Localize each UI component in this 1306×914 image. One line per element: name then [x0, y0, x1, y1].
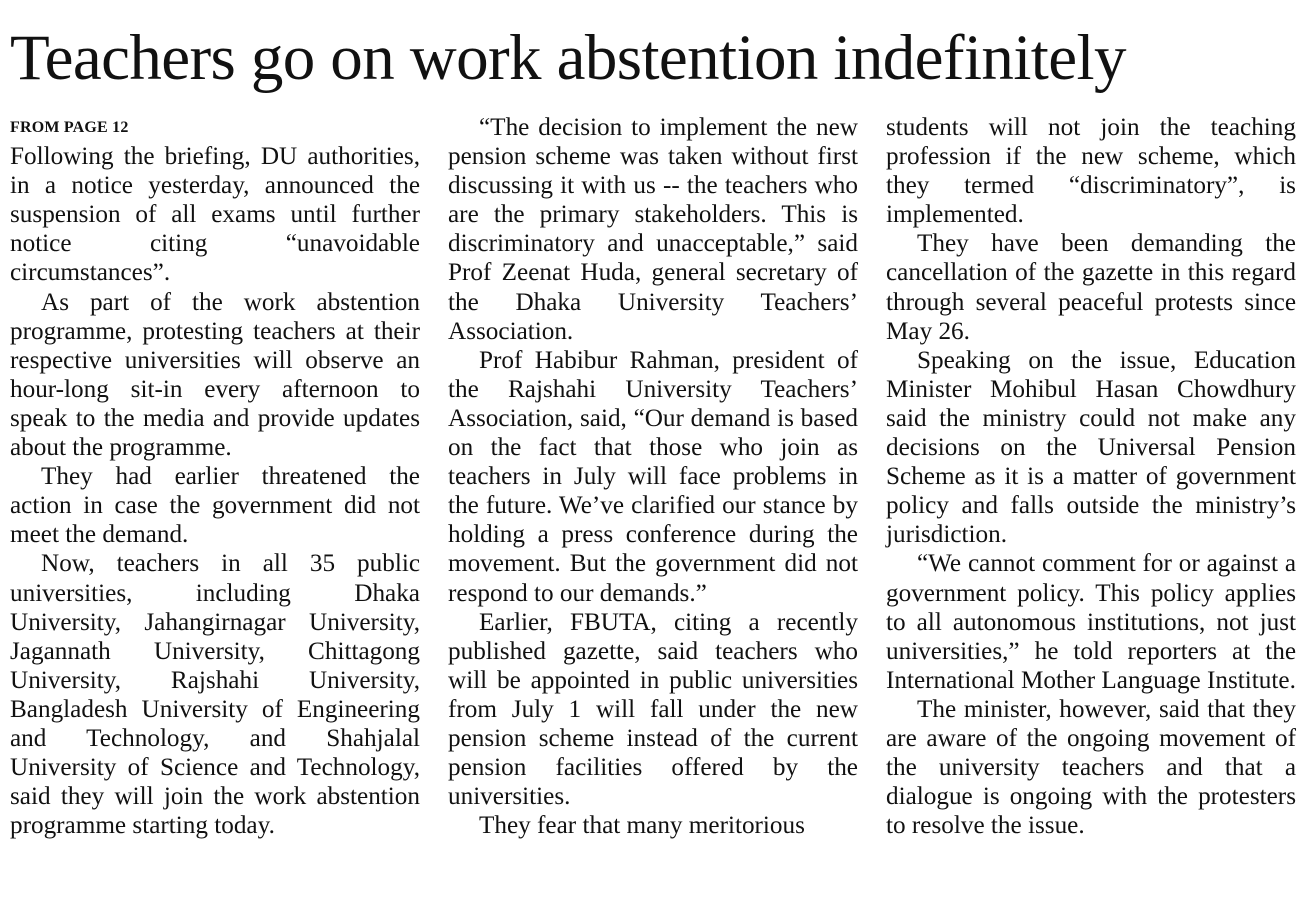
paragraph: The minister, however, said that they are aware of the ongoing movement of the university teachers and that a dialogue is ongoing with the protesters to resolve the issue. — [886, 695, 1296, 840]
paragraph: Following the briefing, DU authorities, in a notice yesterday, announced the suspension of all exams until further notice citing “unavoidable circumstances”. — [10, 143, 420, 287]
article-column-2 — [448, 113, 858, 840]
paragraph: “The decision to implement the new pension scheme was taken without first discussing it with us -- the teachers who are the primary stakeholders. This is discriminatory and unacceptable,” said Prof Zeenat Huda, general secretary of the Dhaka University Teachers’ Association. — [448, 114, 858, 345]
paragraph: Prof Habibur Rahman, president of the Rajshahi University Teachers’ Association, said, “Our demand is based on the fact that those who join as teachers in July will face problems in the future. We’ve clarified our stance by holding a press conference during the movement. But the government did not respond to our demands.” — [448, 346, 858, 607]
paragraph: Earlier, FBUTA, citing a recently published gazette, said teachers who will be appointed in public universities from July 1 will fall under the new pension scheme instead of the current pension facilities offered by the universities. — [448, 608, 858, 811]
paragraph: Now, teachers in all 35 public universities, including Dhaka University, Jahangirnagar University, Jagannath University, Chittagong University, Rajshahi University, Bangladesh University of Engineering and Technology, and Shahjalal University of Science and Technology, said they will join the work abstention programme starting today. — [10, 550, 420, 840]
headline: Teachers go on work abstention indefinitely — [10, 22, 1126, 94]
paragraph: As part of the work abstention programme, protesting teachers at their respective universities will observe an hour-long sit-in every afternoon to speak to the media and provide updates about the programme. — [10, 288, 420, 462]
paragraph: students will not join the teaching profession if the new scheme, which they termed “discriminatory”, is implemented. — [886, 114, 1296, 229]
paragraph: They fear that many meritorious — [479, 812, 805, 840]
article-column-3 — [886, 113, 1296, 840]
article-column-1 — [10, 113, 420, 840]
paragraph: They have been demanding the cancellation of the gazette in this regard through several peaceful protests since May 26. — [886, 230, 1296, 345]
paragraph: Speaking on the issue, Education Minister Mohibul Hasan Chowdhury said the ministry could not make any decisions on the Universal Pension Scheme as it is a matter of government policy and falls outside the ministry’s jurisdiction. — [886, 346, 1296, 549]
paragraph: “We cannot comment for or against a government policy. This policy applies to all autonomous institutions, not just universities,” he told reporters at the International Mother Language Institute. — [886, 550, 1296, 694]
paragraph: They had earlier threatened the action in case the government did not meet the demand. — [10, 463, 420, 549]
continued-from-kicker: FROM PAGE 12 — [10, 119, 129, 136]
